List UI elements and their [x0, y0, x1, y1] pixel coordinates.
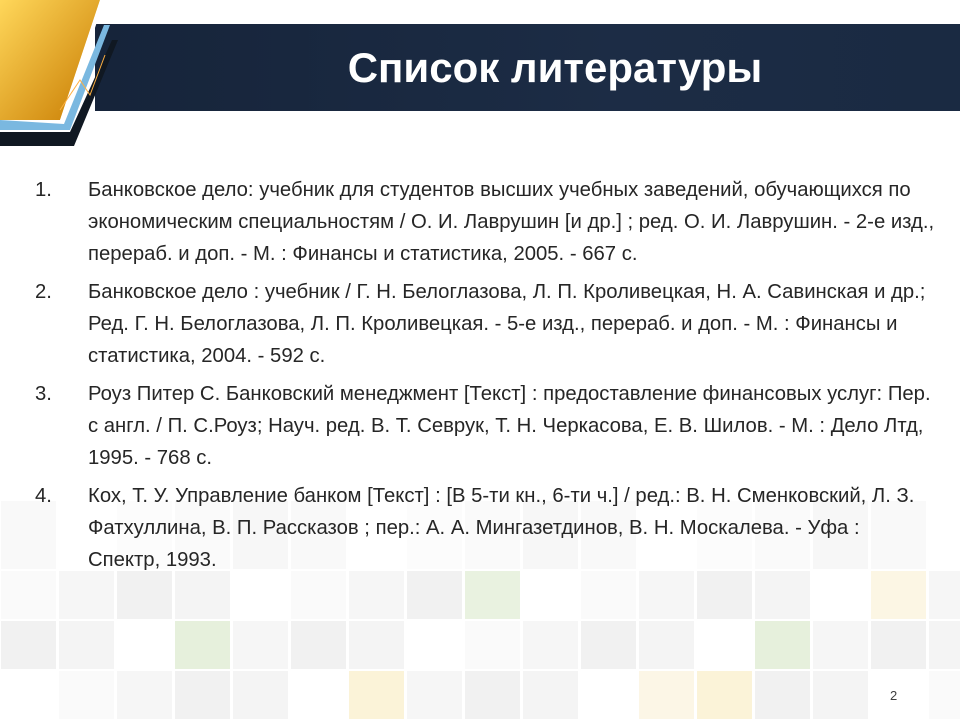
- background-tile: [232, 620, 289, 670]
- background-tile: [58, 670, 115, 720]
- background-tile: [580, 620, 637, 670]
- background-tile: [290, 670, 347, 720]
- reference-list: [35, 174, 935, 582]
- background-tile: [174, 620, 231, 670]
- background-tile: [522, 620, 579, 670]
- page-number: 2: [890, 688, 898, 703]
- background-tile: [580, 670, 637, 720]
- reference-number: 3.: [35, 383, 52, 405]
- background-tile: [0, 620, 57, 670]
- reference-number: 4.: [35, 485, 52, 507]
- reference-item: [35, 174, 935, 270]
- reference-number: 1.: [35, 179, 52, 201]
- background-tile: [406, 670, 463, 720]
- background-tile: [232, 670, 289, 720]
- reference-number: 2.: [35, 281, 52, 303]
- background-tile: [870, 670, 927, 720]
- background-tile: [638, 670, 695, 720]
- reference-item: [35, 480, 935, 576]
- background-tile: [174, 670, 231, 720]
- background-tile: [812, 620, 869, 670]
- reference-item: [35, 276, 935, 372]
- background-tile: [116, 670, 173, 720]
- slide-title: Список литературы: [347, 44, 763, 91]
- background-tile: [58, 620, 115, 670]
- background-tile: [522, 670, 579, 720]
- background-tile: [464, 620, 521, 670]
- background-tile: [638, 620, 695, 670]
- background-tile: [928, 620, 960, 670]
- background-tile: [812, 670, 869, 720]
- background-tile: [116, 620, 173, 670]
- background-tile: [754, 670, 811, 720]
- background-tile: [464, 670, 521, 720]
- background-tile: [928, 670, 960, 720]
- background-tile: [0, 670, 57, 720]
- background-tile: [348, 620, 405, 670]
- reference-text: Банковское дело : учебник / Г. Н. Белоглазова, Л. П. Кроливецкая, Н. А. Савинская и др.; Ред. Г. Н. Белоглазова, Л. П. Кроливецкая. - 5-е изд., перераб. и доп. - М. : Финансы и статистика, 2004. - 592 с.: [88, 281, 926, 367]
- header-photo-collage: [0, 0, 120, 150]
- background-tile: [870, 620, 927, 670]
- reference-item: [35, 378, 935, 474]
- background-tile: [754, 620, 811, 670]
- background-tile: [348, 670, 405, 720]
- background-tile: [696, 620, 753, 670]
- background-tile: [290, 620, 347, 670]
- reference-text: Банковское дело: учебник для студентов высших учебных заведений, обучающихся по экономическим специальностям / О. И. Лаврушин [и др.] ; ред. О. И. Лаврушин. - 2-е изд., перераб. и доп. - М. : Финансы и статистика, 2005. - 667 с.: [88, 179, 935, 265]
- background-tile: [406, 620, 463, 670]
- background-tile: [696, 670, 753, 720]
- reference-text: Кох, Т. У. Управление банком [Текст] : [В 5-ти кн., 6-ти ч.] / ред.: В. Н. Сменковский, Л. З. Фатхуллина, В. П. Рассказов ; пер.: А. А. Мингазетдинов, В. Н. Москалева. - Уфа : Спектр, 1993.: [88, 485, 915, 571]
- reference-text: Роуз Питер С. Банковский менеджмент [Текст] : предоставление финансовых услуг: Пер. с англ. / П. С.Роуз; Науч. ред. В. Т. Севрук, Т. Н. Черкасова, Е. В. Шилов. - М. : Дело Лтд, 1995. - 768 с.: [88, 383, 931, 469]
